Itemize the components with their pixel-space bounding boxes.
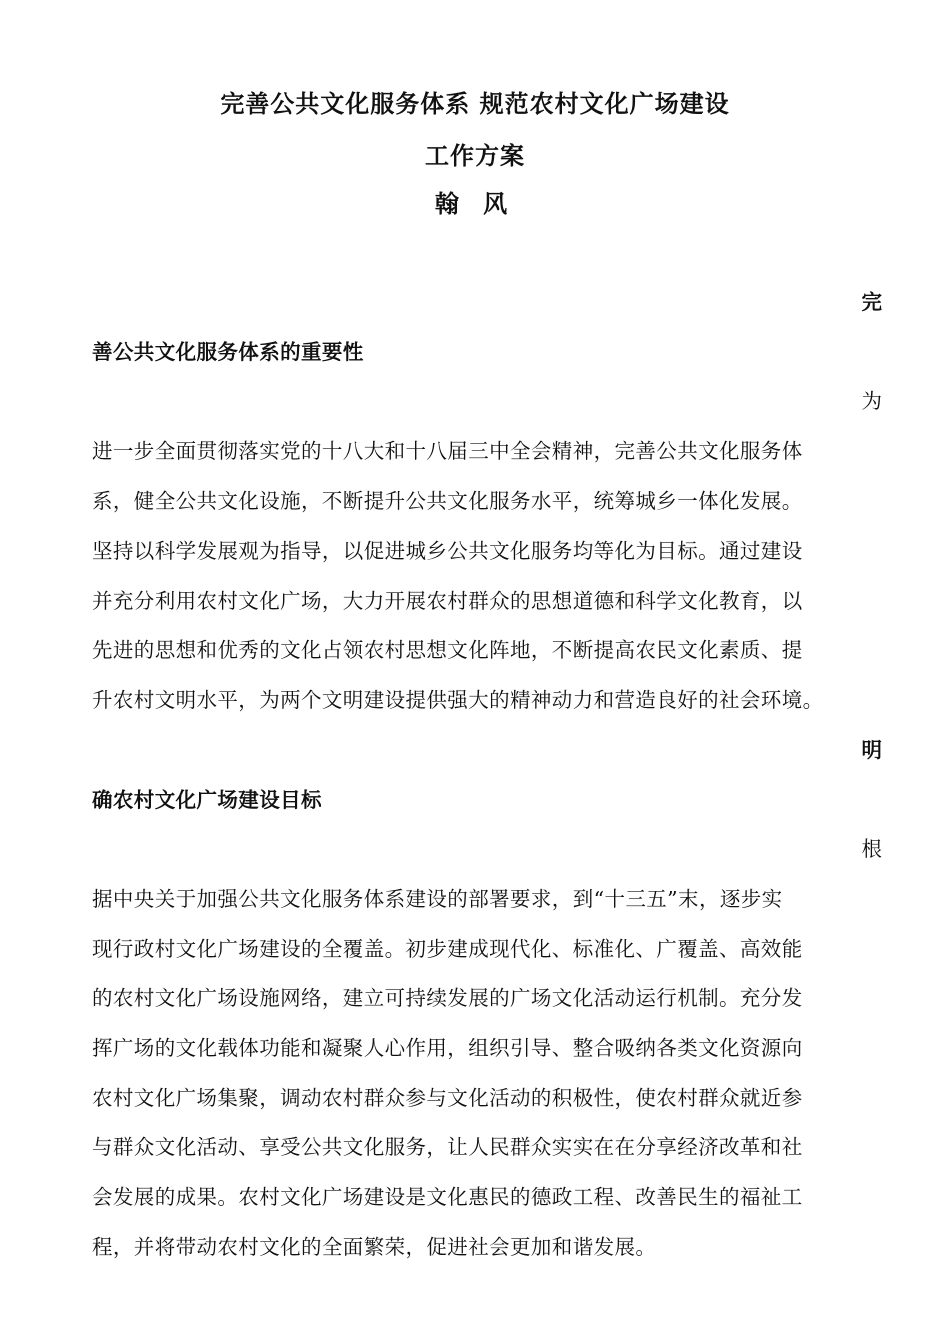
section1-text-line: 坚持以科学发展观为指导，以促进城乡公共文化服务均等化为目标。通过建设 [92,539,803,563]
section1-text-line: 系，健全公共文化设施，不断提升公共文化服务水平，统筹城乡一体化发展。 [92,489,803,513]
section2-text-line: 据中央关于加强公共文化服务体系建设的部署要求，到“十三五”末，逐步实 [92,887,783,911]
document-subtitle: 工作方案 [425,142,525,170]
section1-text-line: 并充分利用农村文化广场，大力开展农村群众的思想道德和科学文化教育，以 [92,589,803,613]
section2-text-line: 程，并将带动农村文化的全面繁荣，促进社会更加和谐发展。 [92,1235,657,1259]
section2-text-line: 的农村文化广场设施网络，建立可持续发展的广场文化活动运行机制。充分发 [92,986,803,1010]
section1-text-line: 升农村文明水平，为两个文明建设提供强大的精神动力和营造良好的社会环境。 [92,688,824,712]
section2-text-line: 现行政村文化广场建设的全覆盖。初步建成现代化、标准化、广覆盖、高效能 [92,937,803,961]
section1-text-line: 进一步全面贯彻落实党的十八大和十八届三中全会精神，完善公共文化服务体 [92,439,803,463]
section2-text-line: 农村文化广场集聚，调动农村群众参与文化活动的积极性，使农村群众就近参 [92,1086,803,1110]
section1-text-line: 先进的思想和优秀的文化占领农村思想文化阵地，不断提高农民文化素质、提 [92,638,803,662]
section2-heading-first-char: 明 [861,738,882,762]
section2-heading: 确农村文化广场建设目标 [92,788,322,812]
section2-para-first-char: 根 [861,837,882,861]
section2-text-line: 挥广场的文化载体功能和凝聚人心作用，组织引导、整合吸纳各类文化资源向 [92,1036,803,1060]
document-author: 翰 风 [434,190,516,218]
document-title: 完善公共文化服务体系 规范农村文化广场建设 [220,90,730,118]
section1-para-first-char: 为 [861,389,882,413]
section2-text-line: 与群众文化活动、享受公共文化服务，让人民群众实实在在分享经济改革和社 [92,1135,803,1159]
section1-heading: 善公共文化服务体系的重要性 [92,340,364,364]
section1-heading-first-char: 完 [861,290,882,314]
section2-text-line: 会发展的成果。农村文化广场建设是文化惠民的德政工程、改善民生的福祉工 [92,1185,803,1209]
